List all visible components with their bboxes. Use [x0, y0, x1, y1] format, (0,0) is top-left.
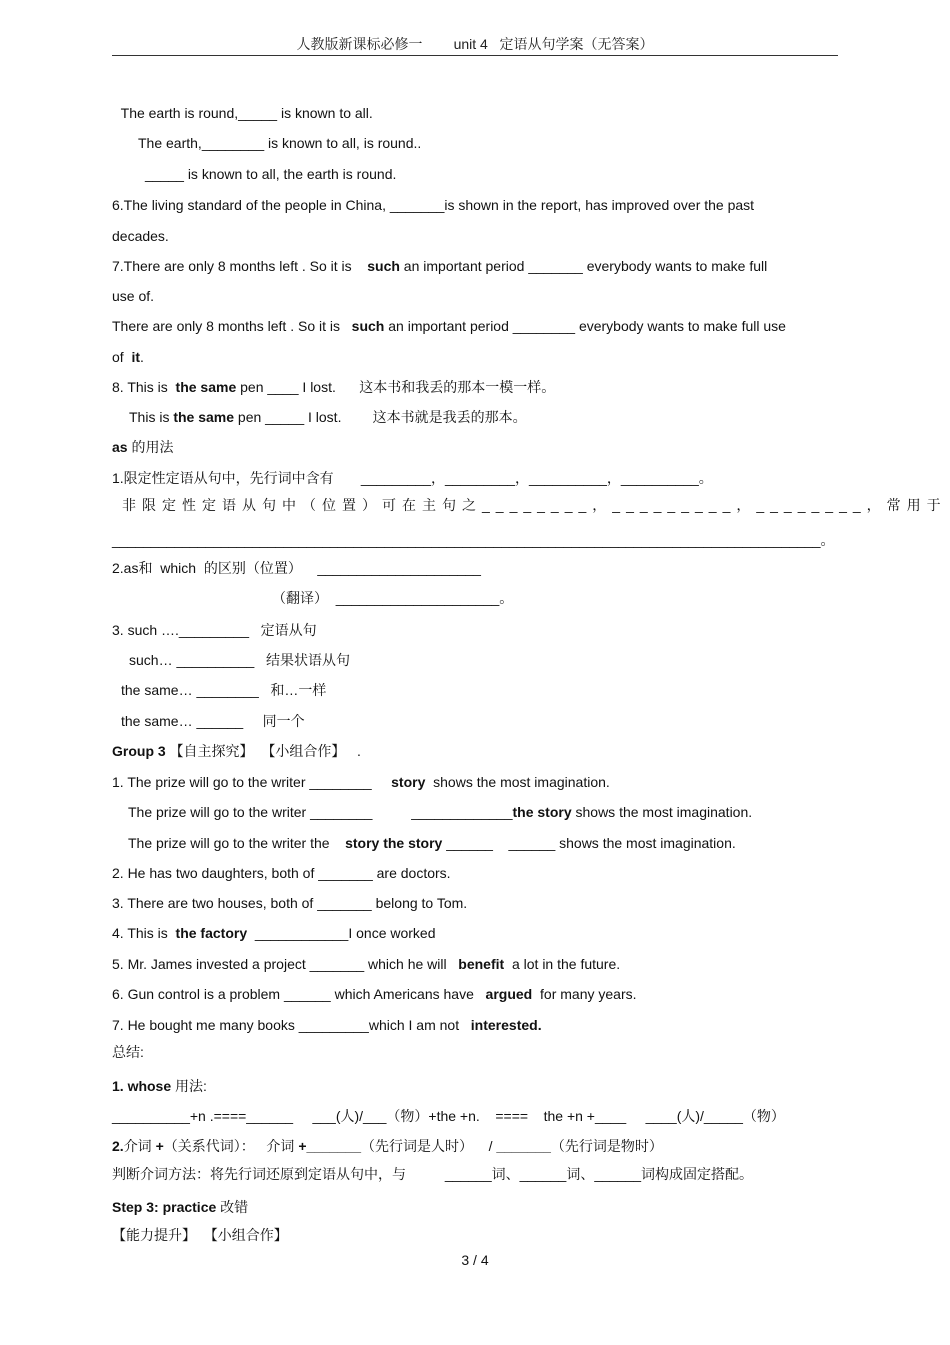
text-line: The earth,________ is known to all, is round..	[138, 135, 422, 151]
section-heading: Step 3: practice 改错	[112, 1199, 249, 1215]
text-line: 8. This is the same pen ____ I lost. 这本书和我丢的那本一模一样。	[112, 379, 556, 395]
text-line: The earth is round,_____ is known to all.	[117, 105, 373, 121]
page-header: 人教版新课标必修一 unit 4 定语从句学案（无答案）	[296, 36, 654, 52]
text-line: 判断介词方法：将先行词还原到定语从句中，与 ______词、______词、______词构成固定搭配。	[112, 1166, 754, 1182]
text-line: 1.限定性定语从句中，先行词中含有 _________，_________，__________，__________。	[112, 470, 713, 486]
text-line: The prize will go to the writer the story the story ______ ______ shows the most imagination.	[128, 835, 736, 851]
text-line: The prize will go to the writer ________ _____________the story shows the most imagination.	[128, 804, 753, 820]
section-heading: as 的用法	[112, 439, 174, 455]
text-line: decades.	[112, 228, 169, 244]
text-line: of it.	[112, 349, 144, 365]
text-line: 总结:	[112, 1044, 144, 1060]
text-line: __________+n .====______ ___(人)/___（物）+the +n. ==== the +n +____ ____(人)/_____（物）	[112, 1108, 785, 1124]
text-line: 6.The living standard of the people in China, _______is shown in the report, has improved over the past	[112, 197, 755, 213]
section-heading: 1. whose 用法:	[112, 1078, 207, 1094]
text-line: 4. This is the factory ____________I once worked	[112, 925, 436, 941]
section-heading: Group 3 【自主探究】 【小组合作】 .	[112, 743, 361, 759]
text-line: 1. The prize will go to the writer ________ story shows the most imagination.	[112, 774, 610, 790]
text-line: 【能力提升】 【小组合作】	[112, 1227, 288, 1243]
text-line: 7. He bought me many books _________which I am not interested.	[112, 1017, 542, 1033]
text-line: 3. such …._________ 定语从句	[112, 622, 317, 638]
text-line: _____ is known to all, the earth is round.	[145, 166, 397, 182]
page-number: 3 / 4	[461, 1252, 489, 1268]
text-line: such… __________ 结果状语从句	[129, 652, 350, 668]
header-rule	[112, 55, 838, 56]
text-line: 非限定性定语从句中（位置）可在主句之________，_________，________，常用于	[122, 497, 947, 513]
text-line: （翻译） _____________________。	[272, 590, 514, 606]
text-line: There are only 8 months left . So it is such an important period ________ everybody wants to make full use	[112, 318, 786, 334]
text-line: 6. Gun control is a problem ______ which Americans have argued for many years.	[112, 986, 637, 1002]
text-line: ___________________________________________________________________________________________。	[112, 532, 835, 548]
text-line: 2. He has two daughters, both of _______ are doctors.	[112, 865, 451, 881]
text-line: This is the same pen _____ I lost. 这本书就是我丢的那本。	[129, 409, 527, 425]
text-line: use of.	[112, 288, 155, 304]
text-line: the same… ________ 和…一样	[121, 682, 327, 698]
text-line: 7.There are only 8 months left . So it is such an important period _______ everybody wants to make full	[112, 258, 768, 274]
text-line: 2.as和 which 的区别（位置） _____________________	[112, 560, 481, 576]
text-line: the same… ______ 同一个	[121, 713, 305, 729]
text-line: 5. Mr. James invested a project _______ which he will benefit a lot in the future.	[112, 956, 621, 972]
text-line: 3. There are two houses, both of _______ belong to Tom.	[112, 895, 468, 911]
text-line: 2.介词 +（关系代词）： 介词 +_______（先行词是人时） / _______（先行词是物时）	[112, 1138, 663, 1154]
